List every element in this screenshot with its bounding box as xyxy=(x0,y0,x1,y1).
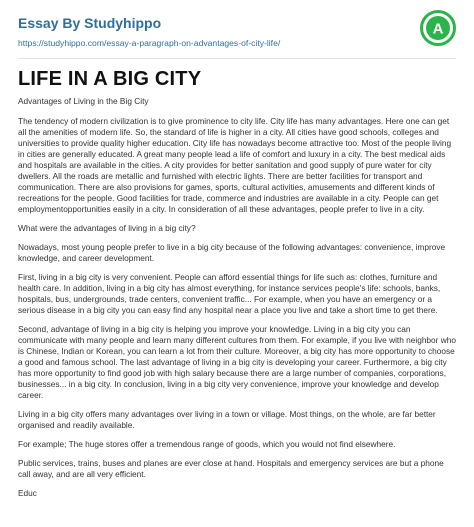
essay-title: LIFE IN A BIG CITY xyxy=(18,68,202,90)
paragraph: The tendency of modern civilization is to give prominence to city life. City life has many advantages. Here one can get all the amenities of modern life. So, the standard of life is higher in a city. All cities have good schools, colleges and universities to provide quality higher education. City life has nowadays become attractive too. Most of the people living in cities are generally educated. A great many people lead a life of comfort and luxury in a city. The best medical aids and hospitals are available in the cities. A city provides for better sanitation and good supply of pure water for city dwellers. All the roads are metallic and furnished with electric lights. There are better facilities for transport and communication. There are also provisions for games, sports, cultural activities, amusements and different kinds of recreations for the people. Good facilities for trade, commerce and industries are available in a city. People can get employmentopportunities easily in a city. In consideration of all these advantages, people prefer to live in a city. xyxy=(18,116,452,214)
paragraph: Living in a big city offers many advantages over living in a town or village. Most things, on the whole, are far better organised and readily available. xyxy=(18,409,436,430)
header-divider xyxy=(18,58,456,59)
paragraph: Second, advantage of living in a big city is helping you improve your knowledge. Living in a big city you can communicate with many people and learn many different cultures from them. For example, if you live with neighbor who is Chinese, Indian or Korean, you can learn a lot from their culture. Moreover, a big city has more opportunity to choose a good and famous school. The last advantage of living in a big city is developing your career. Furthermore, a big city has more opportunity to find good job with high salary because there are a large number of companies, corporations, businesses... in a big city. In conclusion, living in a big city very convenience, improve your knowledge and develop career. xyxy=(18,324,456,400)
paragraph: Educ xyxy=(18,488,37,498)
paragraph: Nowadays, most young people prefer to live in a big city because of the following advantages: convenience, improve knowledge, and career development. xyxy=(18,242,446,263)
site-title[interactable]: Essay By Studyhippo xyxy=(18,15,162,31)
paragraph: Public services, trains, buses and planes are ever close at hand. Hospitals and emergency services are but a phone call away, and are all very efficient. xyxy=(18,458,444,479)
studyhippo-logo[interactable] xyxy=(419,9,457,47)
essay-content xyxy=(18,68,458,507)
paragraph: What were the advantages of living in a big city? xyxy=(18,223,196,233)
paragraph: For example; The huge stores offer a tremendous range of goods, which you would not find elsewhere. xyxy=(18,439,396,449)
logo-letter: A xyxy=(432,20,444,38)
paragraph: First, living in a big city is very convenient. People can afford essential things for life such as: clothes, furniture and health care. In addition, living in a big city has almost everything, for instance services people's life: schools, banks, hospitals, bus, undergrounds, trade centers, convenient traffic... For example, when you have an emergency or a serious disease in a big city you can easy find any hospital near a place you live and take a short time to get there. xyxy=(18,272,441,315)
essay-subtitle: Advantages of Living in the Big City xyxy=(18,96,149,106)
source-url-link[interactable]: https://studyhippo.com/essay-a-paragraph-on-advantages-of-city-life/ xyxy=(18,38,281,48)
site-header xyxy=(18,14,398,49)
